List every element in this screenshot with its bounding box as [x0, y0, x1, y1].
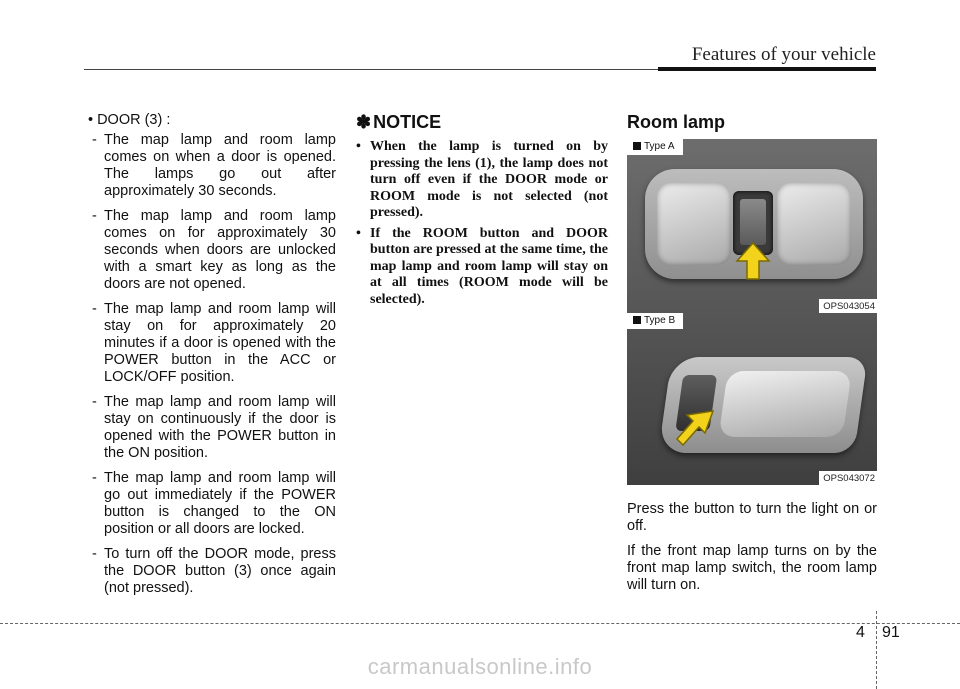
door-mode-item-text: The map lamp and room lamp comes on when a door is opened. The lamps go out after approximately 30 seconds.: [104, 132, 336, 199]
room-lamp-paragraph: If the front map lamp turns on by the front map lamp switch, the room lamp will turn on.: [627, 543, 877, 593]
type-a-label: [627, 139, 683, 155]
door-mode-label: DOOR (3) :: [97, 112, 171, 128]
lamp-lens: [719, 371, 852, 437]
notice-title: [356, 112, 608, 133]
footer-divider: [0, 623, 960, 624]
door-mode-item-text: The map lamp and room lamp will go out immediately if the POWER button is changed to the ON position or all doors are locked.: [104, 470, 336, 537]
door-mode-item-text: To turn off the DOOR mode, press the DOOR button (3) once again (not pressed).: [104, 546, 336, 596]
notice-item: • When the lamp is turned on by pressing the lens (1), the lamp does not turn off even if the DOOR mode or ROOM mode is not selected (not pressed).: [356, 139, 608, 220]
type-a-label-text: Type A: [644, 141, 675, 152]
notice-title-text: NOTICE: [373, 112, 442, 132]
lamp-lens: [777, 183, 851, 265]
square-bullet-icon: [633, 142, 641, 150]
door-mode-item: - To turn off the DOOR mode, press the DOOR button (3) once again (not pressed).: [92, 546, 336, 596]
header-rule-accent: [658, 67, 876, 71]
room-lamp-title: Room lamp: [627, 112, 726, 132]
notice-box: [356, 112, 608, 312]
type-b-label-text: Type B: [644, 315, 676, 326]
room-lamp-paragraph: Press the button to turn the light on or off.: [627, 501, 877, 534]
figure-code-a: OPS043054: [819, 299, 877, 313]
door-mode-item: - The map lamp and room lamp will go out immediately if the POWER button is changed to the ON position or all doors are locked.: [92, 470, 336, 537]
lamp-lens: [657, 183, 731, 265]
chapter-number: 4: [856, 624, 865, 641]
notice-item-text: If the ROOM button and DOOR button are pressed at the same time, the map lamp and room lamp will stay on at all times (ROOM mode will be selected).: [370, 225, 608, 307]
arrow-icon: [675, 409, 715, 449]
room-lamp-section: [627, 112, 877, 602]
arrow-icon: [735, 241, 771, 281]
door-mode-item-text: The map lamp and room lamp will stay on for approximately 20 minutes if a door is opened with the POWER button in the ACC or LOCK/OFF position.: [104, 301, 336, 385]
page-header-title: Features of your vehicle: [691, 44, 876, 65]
room-lamp-type-b-photo: [627, 313, 877, 485]
door-mode-item-text: The map lamp and room lamp comes on for approximately 30 seconds when doors are unlocked with a smart key as long as the doors are not opened.: [104, 208, 336, 292]
door-mode-item-text: The map lamp and room lamp will stay on continuously if the door is opened with the POWER button in the ON position.: [104, 394, 336, 461]
lamp-button: [740, 199, 766, 245]
door-mode-heading: [88, 112, 336, 129]
door-mode-item: - The map lamp and room lamp comes on when a door is opened. The lamps go out after approximately 30 seconds.: [92, 132, 336, 199]
room-lamp-type-a-photo: [627, 139, 877, 313]
notice-star-icon: ✽: [356, 112, 372, 132]
door-mode-item: - The map lamp and room lamp comes on for approximately 30 seconds when doors are unlocked with a smart key as long as the doors are not opened.: [92, 208, 336, 292]
figure-code-b: OPS043072: [819, 471, 877, 485]
page-number: 91: [882, 624, 900, 641]
door-mode-column: [84, 112, 336, 605]
door-mode-item: - The map lamp and room lamp will stay on continuously if the door is opened with the POWER button in the ON position.: [92, 394, 336, 461]
type-b-label: [627, 313, 683, 329]
notice-item-text: When the lamp is turned on by pressing the lens (1), the lamp does not turn off even if the DOOR mode or ROOM mode is not selected (not pressed).: [370, 139, 608, 220]
bullet-icon: •: [88, 112, 94, 128]
square-bullet-icon: [633, 316, 641, 324]
watermark-text: carmanualsonline.info: [367, 654, 593, 679]
notice-item: • If the ROOM button and DOOR button are pressed at the same time, the map lamp and room lamp will stay on at all times (ROOM mode will be selected).: [356, 225, 608, 307]
door-mode-item: - The map lamp and room lamp will stay on for approximately 20 minutes if a door is opened with the POWER button in the ACC or LOCK/OFF position.: [92, 301, 336, 385]
